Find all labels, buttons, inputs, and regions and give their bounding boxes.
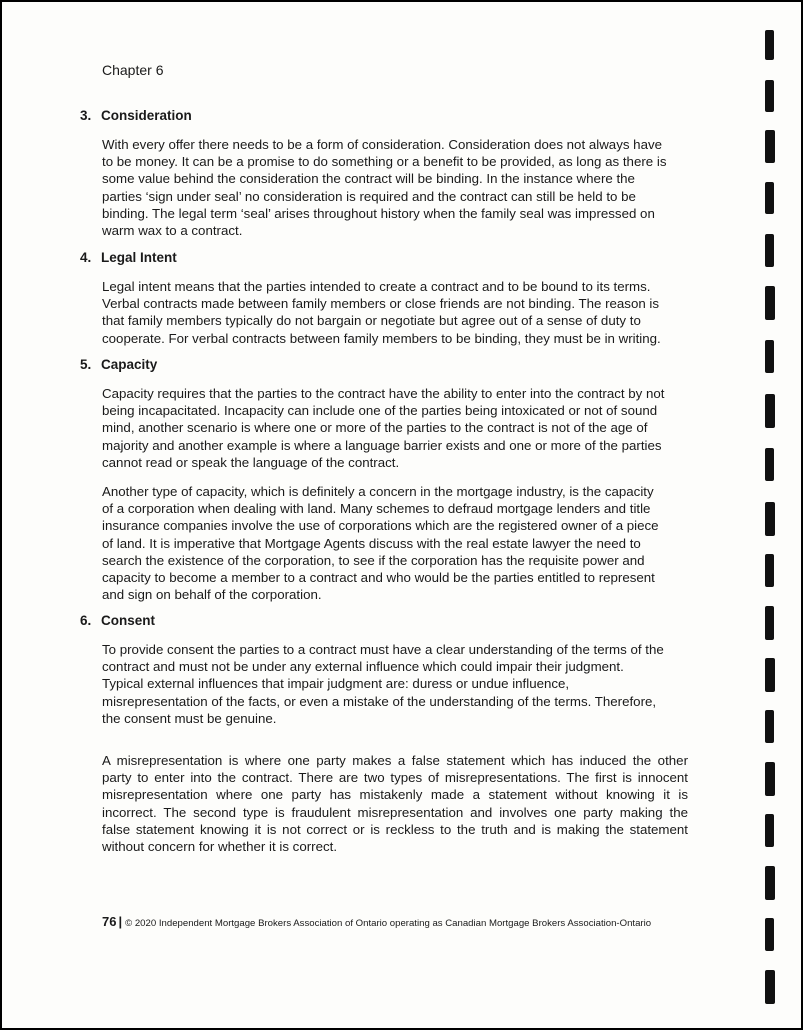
text-line: of a corporation when dealing with land. Many schemes to defraud mortgage lenders and title bbox=[102, 501, 651, 517]
text-line: of land. It is imperative that Mortgage Agents discuss with the real estate lawyer the need to bbox=[102, 535, 641, 551]
paragraph-legal-intent bbox=[102, 278, 692, 347]
footer-separator: | bbox=[118, 914, 123, 929]
chapter-header: Chapter 6 bbox=[102, 62, 164, 78]
paragraph-consent-1 bbox=[102, 641, 692, 727]
text-line: contract and must not be under any external influence which could impair their judgment. bbox=[102, 659, 624, 675]
text-line: majority and another example is where a language barrier exists and one or more of the parties bbox=[102, 437, 662, 453]
text-line: cooperate. For verbal contracts between family members to be binding, they must be in writing. bbox=[102, 330, 661, 346]
binding-hole-mark bbox=[765, 502, 775, 536]
binding-hole-mark bbox=[765, 814, 774, 847]
text-line: party to enter into the contract. There are two types of misrepresentations. The first is innocent bbox=[102, 770, 688, 786]
binding-hole-mark bbox=[765, 658, 775, 692]
binding-hole-mark bbox=[765, 762, 775, 796]
binding-hole-mark bbox=[765, 918, 774, 951]
binding-hole-mark bbox=[765, 554, 774, 587]
text-line: cannot read or speak the language of the contract. bbox=[102, 454, 400, 470]
section-number: 6. bbox=[80, 613, 92, 628]
binding-hole-mark bbox=[765, 970, 775, 1004]
binding-hole-mark bbox=[765, 234, 774, 267]
text-line: Capacity requires that the parties to the contract have the ability to enter into the contract by not bbox=[102, 386, 665, 401]
binding-hole-mark bbox=[765, 448, 774, 481]
binding-hole-mark bbox=[765, 182, 774, 214]
page-footer bbox=[102, 914, 651, 929]
text-line: With every offer there needs to be a form of consideration. Consideration does not always have bbox=[102, 137, 663, 152]
text-line: search the existence of the corporation, to see if the corporation has the requisite power and bbox=[102, 552, 645, 568]
text-line: To provide consent the parties to a contract must have a clear understanding of the terms of the bbox=[102, 642, 664, 657]
binding-hole-mark bbox=[765, 130, 775, 163]
document-page bbox=[2, 2, 801, 1028]
text-line: warm wax to a contract. bbox=[102, 223, 243, 239]
text-line: Typical external influences that impair judgment are: duress or undue influence, bbox=[102, 676, 570, 692]
paragraph-capacity-2 bbox=[102, 483, 692, 603]
text-line: capacity to become a member to a contract and who would be the parties entitled to represent bbox=[102, 570, 655, 586]
binding-hole-mark bbox=[765, 710, 774, 743]
page-number: 76 bbox=[102, 914, 117, 929]
text-line: to be money. It can be a promise to do something or a benefit to be provided, as long as there is bbox=[102, 154, 667, 170]
binding-hole-mark bbox=[765, 286, 775, 320]
paragraph-consent-2 bbox=[102, 752, 688, 855]
text-line: and sign on behalf of the corporation. bbox=[102, 587, 322, 603]
text-line: mind, another scenario is where one or more of the parties to the contract is not of the age of bbox=[102, 420, 648, 436]
section-title: Legal Intent bbox=[101, 250, 177, 265]
binding-hole-mark bbox=[765, 394, 775, 428]
binding-hole-mark bbox=[765, 866, 775, 900]
section-number: 4. bbox=[80, 250, 92, 265]
text-line: insurance companies involve the use of corporations which are the registered owner of a piece bbox=[102, 518, 659, 534]
section-title: Consent bbox=[101, 613, 155, 628]
text-line: Another type of capacity, which is definitely a concern in the mortgage industry, is the capacity bbox=[102, 484, 654, 499]
binding-hole-mark bbox=[765, 340, 774, 373]
binding-hole-mark bbox=[765, 80, 774, 112]
text-line: some value behind the consideration the contract will be binding. In the instance where the bbox=[102, 171, 635, 187]
binding-hole-mark bbox=[765, 606, 774, 640]
section-title: Consideration bbox=[101, 108, 192, 123]
text-line: parties ‘sign under seal’ no consideration is required and the contract can still be held to be bbox=[102, 188, 636, 204]
binding-hole-mark bbox=[765, 30, 774, 60]
text-line: misrepresentation of the facts, or even a mistake of the understanding of the terms. Therefore, bbox=[102, 693, 657, 709]
paragraph-consideration bbox=[102, 136, 692, 239]
text-line: Verbal contracts made between family members or close friends are not binding. The reason is bbox=[102, 296, 660, 312]
section-title: Capacity bbox=[101, 357, 158, 372]
text-line: the consent must be genuine. bbox=[102, 710, 277, 726]
section-number: 3. bbox=[80, 108, 92, 123]
text-line: binding. The legal term ‘seal’ arises throughout history when the family seal was impressed on bbox=[102, 205, 655, 221]
text-line: that family members typically do not bargain or negotiate but agree out of a sense of duty to bbox=[102, 313, 641, 329]
section-number: 5. bbox=[80, 357, 92, 372]
text-line: false statement knowing it is not correct or is reckless to the truth and is making the statement bbox=[102, 821, 688, 837]
text-line: incorrect. The second type is fraudulent misrepresentation and involves one party making the bbox=[102, 804, 688, 820]
text-line: being incapacitated. Incapacity can include one of the parties being intoxicated or not of sound bbox=[102, 403, 658, 419]
text-line: A misrepresentation is where one party makes a false statement which has induced the other bbox=[102, 753, 688, 768]
text-line: Legal intent means that the parties intended to create a contract and to be bound to its terms. bbox=[102, 279, 651, 294]
text-line: misrepresentation where one party has mistakenly made a statement without knowing it is bbox=[102, 787, 688, 803]
copyright-notice: © 2020 Independent Mortgage Brokers Association of Ontario operating as Canadian Mortgage Brokers Association-Ontario bbox=[125, 918, 652, 929]
paragraph-capacity-1 bbox=[102, 385, 692, 471]
text-line: without concern for whether it is correct. bbox=[102, 839, 338, 855]
